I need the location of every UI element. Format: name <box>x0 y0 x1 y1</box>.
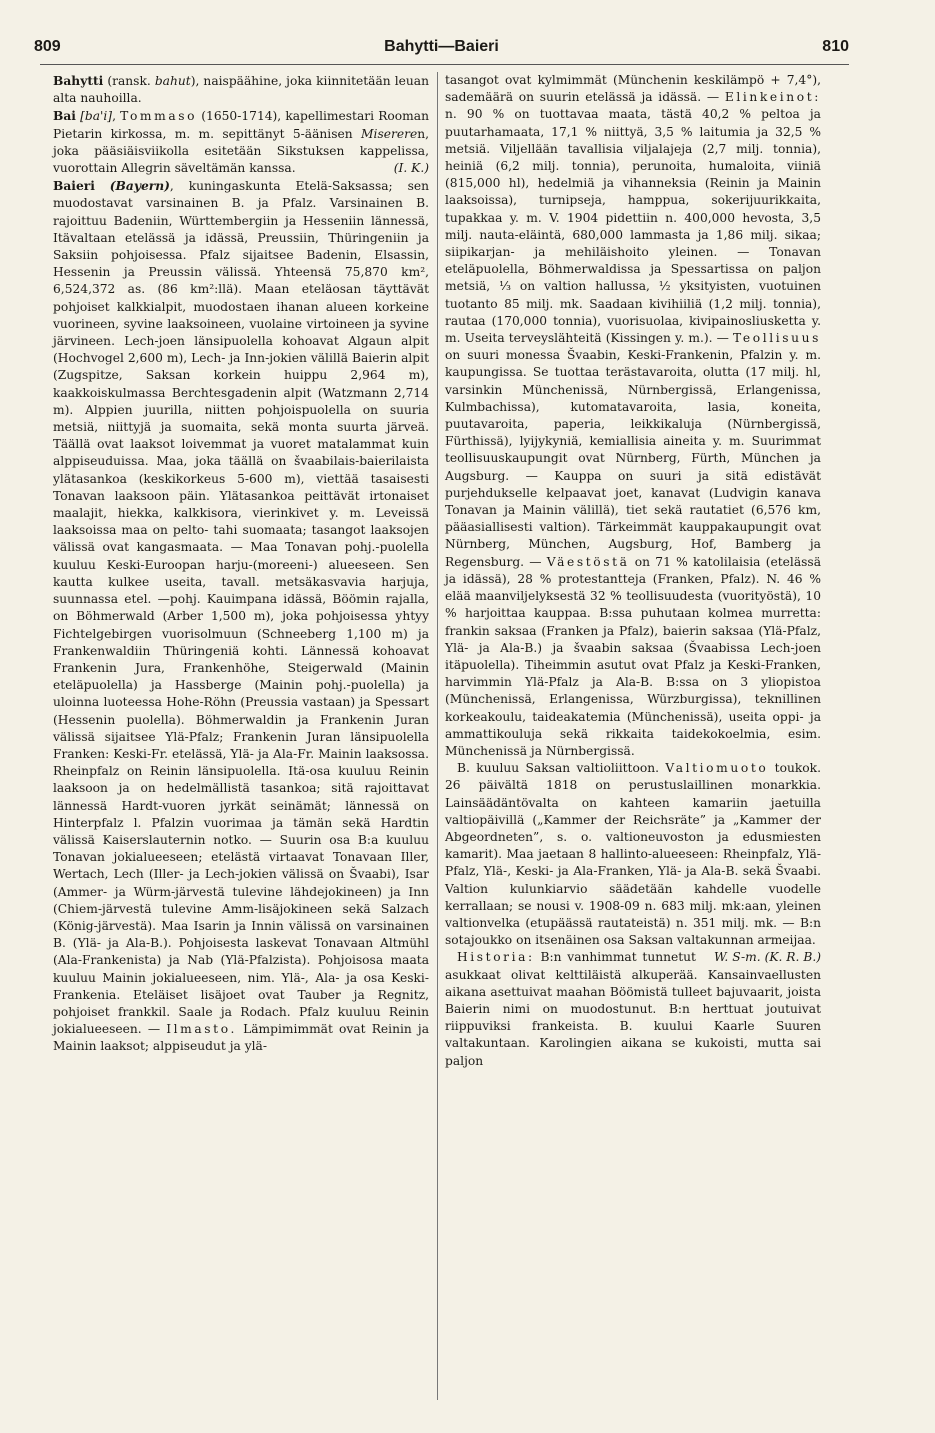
section-heading-constitution: Valtiomuoto <box>665 761 769 776</box>
entry-text: n, joka pääsiäisviikolla esitetään Sikstuksen kappelissa, vuorottain Allegrin säveltämän kanssa. <box>53 126 429 176</box>
section-heading-climate: Ilmasto. <box>166 1022 237 1037</box>
author-signature: (I. K.) <box>393 161 429 176</box>
entry-text: Lämpimimmät ovat Reinin ja Mainin laaksot; alppiseudut ja ylä- <box>53 1022 430 1054</box>
section-heading-livelihoods: Elinkeinot: <box>724 90 821 105</box>
entry-text: , kuningaskunta Etelä-Saksassa; sen muodostavat varsinainen B. ja Pfalz. Varsinainen B. rajoittuu Badeniin, Württembergiin ja Hesseniin lännessä, Itävaltaan etelässä ja idässä, Preussiin, Thüringeniin ja Saksiin pohjoisessa. Pfalz sijaitsee Badenin, Elsassin, Hessenin ja Preussin välissä. Yhteensä 75,870 km², 6,524,372 as. (86 km²:llä). Maan eteläosan täyttävät pohjoiset kalkkialpit, muodostaen ihanan alueen korkeine vuorineen, syvine laaksoineen, vuolaine virtoineen ja syvine järvineen. Lech-joen länsipuolella kohoavat Algaun alpit (Hochvogel 2,600 m), Lech- ja Inn-jokien välillä Baierin alpit (Zugspitze, Saksan korkein huippu 2,964 m), kaakkoiskulmassa Berchtesgadenin alpit (Watzmann 2,714 m). Alppien juurilla, niitten pohjoispuolella on suuria metsiä, niittyjä ja suomaita, sekä monta suurta järveä. Täällä ovat laaksot loivemmat ja vuoret matalammat kuin alppiseuduissa. Maa, joka täällä on švaabilais-baierilaista ylätasankoa (keskikorkeus 5-600 m), viettää tasaisesti Tonavan laaksoon päin. Ylätasankoa peittävät irtonaiset maalajit, hiekka, kalkkisora, vierinkivet y. m. Leveissä laaksoissa maa on pelto- tahi suomaata; tasangot laaksojen välissä ovat kangasmaata. — Maa Tonavan pohj.-puolella kuuluu Keski-Euroopan harju-(moreeni-) alueeseen. Sen kautta kulkee useita, tavall. metsäkasvavia harjuja, suunnassa etel. —pohj. Kauimpana idässä, Böömin rajalla, on Böhmerwald (Arber 1,500 m), joka pohjoisessa yhtyy Fichtelgebirgen vuorisolmuun (Schneeberg 1,100 m) ja Frankenwaldiin Thüringeniä kohti. Lännessä kohoavat Frankenin Jura, Frankenhöhe, Steigerwald (Mainin eteläpuolella) ja Hassberge (Mainin pohj.-puolella) ja uloinna luoteessa Hohe-Röhn (Preussia vastaan) ja Spessart (Hessenin puolella). Böhmerwaldin ja Frankenin Juran välissä sijaitsee Ylä-Pfalz; Frankenin Juran länsipuolella Franken: Keski-Fr. etelässä, Ylä- ja Ala-Fr. Mainin laaksossa. Rheinpfalz on Reinin länsipuolella. Itä-osa kuuluu Reinin laaksoon ja on hedelmällistä tasankoa; sitä rajoittavat lännessä Hardt-vuoren jyrkät seinämät; lännessä on Hinterpfalz l. Pfalzin vuorimaa ja tämän sekä Hardtin välissä Kaiserslauternin notko. — Suurin osa B:a kuuluu Tonavan jokialueeseen; etelästä virtaavat Tonavaan Iller, Wertach, Lech (Iller- ja Lech-jokien välissä on Švaabi), Isar (Ammer- ja Würm-järvestä tulevine lähdejokineen) ja Inn (Chiem-järvestä tulevine Amm-lisäjokineen sekä Salzach (König-järvestä). Maa Isarin ja Innin välissä on varsinainen B. (Ylä- ja Ala-B.). Pohjoisesta laskevat Tonavaan Altmühl (Ala-Frankenista) ja Nab (Ylä-Pfalzista). Pohjoisosa maata kuuluu Mainin jokialueeseen, nim. Ylä-, Ala- ja osa Keski-Frankenia. Eteläiset lisäjoet ovat Tauber ja Regnitz, pohjoiset frankkil. Saale ja Rodach. Pfalz kuuluu Reinin jokialueeseen. — <box>53 179 429 1037</box>
section-heading-industry: Teollisuus <box>733 331 821 346</box>
entry-italic: Miserere <box>360 126 418 141</box>
entry-text: tasangot ovat kylmimmät (Münchenin keskilämpö + 7,4°), sademäärä on suurin etelässä ja idässä. — <box>445 73 821 105</box>
entry-italic: bahut <box>154 74 191 88</box>
section-heading-history: Historia: <box>457 950 535 965</box>
right-column <box>445 72 821 1070</box>
author-signature: W. S-m. (K. R. B.) <box>713 950 821 965</box>
entry-text: on suuri monessa Švaabin, Keski-Frankenin, Pfalzin y. m. kaupungissa. Se tuottaa terästavaroita, olutta (17 milj. hl, varsinkin Münchenissä, Nürnbergissä, Erlangenissa, Kulmbachissa), kutomatavaroita, lasia, koneita, puutavaroita, paperia, leikkikaluja (Nürnbergissä, Fürthissä), lyijykyniä, kemiallisia aineita y. m. Suurimmat teollisuuskaupungit ovat Nürnberg, Fürth, München ja Augsburg. — Kauppa on suuri ja sitä edistävät purjehdukselle kelpaavat joet, kanavat (Ludvigin kanava Tonavan ja Mainin välillä), tiet sekä rautatiet (6,576 km, pääasiallisesti valtion). Tärkeimmät kauppakaupungit ovat Nürnberg, München, Augsburg, Hof, Bamberg ja Regensburg. — <box>445 348 821 569</box>
entry-text: ), naispäähine, joka kiinnitetään leuan alta nauhoilla. <box>53 74 429 106</box>
baieri-continued <box>445 72 821 760</box>
section-heading-population: Väestöstä <box>546 554 630 569</box>
entry-text: (ransk. <box>103 74 155 88</box>
left-column <box>53 72 429 1056</box>
running-title: Bahytti—Baieri <box>384 38 499 55</box>
page-header <box>34 38 849 60</box>
entry-term: Bahytti <box>53 73 104 88</box>
entry-text: , <box>112 109 121 124</box>
entry-bahytti <box>53 72 429 107</box>
entry-text: B. kuuluu Saksan valtioliittoon. <box>457 761 666 776</box>
entry-bai <box>53 107 429 177</box>
entry-text: toukok. 26 päivältä 1818 on perustuslaillinen monarkkia. Lainsäädäntövalta on kahteen kamariin jaetuilla valtiopäivillä („Kammer der Reichsräte” ja „Kammer der Abgeordneten”, s. o. valtioneuvoston ja edusmiesten kamarit). Maa jaetaan 8 hallinto-alueeseen: Rheinpfalz, Ylä-Pfalz, Ylä-, Keski- ja Ala-Franken, Ylä- ja Ala-B. sekä Švaabi. Valtion kulunkiarvio säädetään kahdelle vuodelle kerrallaan; se nousi v. 1908-09 n. 683 milj. mk:aan, yleinen valtionvelka (etupäässä rautateistä) n. 351 milj. mk. — B:n sotajoukko on itsenäinen osa Saksan valtakunnan armeijaa. <box>445 761 821 948</box>
column-divider <box>437 72 438 1400</box>
entry-baieri <box>53 177 429 1055</box>
entry-text: n. 90 % on tuottavaa maata, tästä 40,2 % peltoa ja puutarhamaata, 17,1 % niittyä, 3,5 % laitumia ja 32,5 % metsiä. Viljellään tavallisia viljalajeja (2,7 milj. tonnia), heiniä (6,2 milj. tonnia), perunoita, humaloita, viiniä (815,000 hl), hedelmiä ja vihanneksia (Reinin ja Mainin laaksoissa), turnipseja, hamppua, sokerijuurikkaita, tupakkaa y. m. V. 1904 pidettiin n. 400,000 hevosta, 3,5 milj. nauta-eläintä, 680,000 lammasta ja 1,86 milj. sikaa; siipikarjan- ja mehiläishoito yleinen. — Tonavan eteläpuolella, Böhmerwaldissa ja Spessartissa on paljon metsiä, ⅓ on valtion hallussa, ½ yksityisten, vuotuinen tuotanto 85 milj. mk. Saadaan kivihiiliä (1,2 milj. tonnia), rautaa (170,000 tonnia), vuorisuolaa, kivipainosliusketta y. m. Useita terveyslähteitä (Kissingen y. m.). — <box>445 107 821 346</box>
entry-text: (1650-1714), kapellimestari Rooman Pietarin kirkossa, m. m. sepittänyt 5-äänisen <box>53 109 429 141</box>
entry-text: B:n vanhimmat tunnetut asukkaat olivat kelttiläistä alkuperää. Kansainvaellusten aikana asettuivat maahan Böömistä tulleet bajuvaarit, joista Baierin nimi on muodostunut. B:n herttuat joutuivat riippuviksi frankeista. B. kuului Kaarle Suuren valtakuntaan. Karolingien aikana se kukoisti, mutta sai paljon <box>445 950 821 1068</box>
entry-spaced-name: Tommaso <box>120 109 198 124</box>
entry-alt-name: (Bayern) <box>109 178 170 194</box>
entry-term: Bai <box>53 108 76 124</box>
page-number-left: 809 <box>34 38 61 55</box>
header-rule <box>40 64 849 65</box>
baieri-history <box>445 949 821 1069</box>
entry-pronunciation: [ba'i] <box>80 109 113 124</box>
entry-term: Baieri <box>53 178 95 194</box>
page-number-right: 810 <box>822 38 849 55</box>
entry-text: on 71 % katolilaisia (etelässä ja idässä), 28 % protestantteja (Franken, Pfalz). N. 46 % elää maanviljelyksestä 32 % teollisuudesta (vuorityöstä), 10 % harjoittaa kauppaa. B:ssa puhutaan kolmea murretta: frankin saksaa (Franken ja Pfalz), baierin saksaa (Ylä-Pfalz, Ylä- ja Ala-B.) ja švaabin saksaa (Švaabissa Lech-joen itäpuolella). Tiheimmin asutut ovat Pfalz ja Keski-Franken, harvimmin Ylä-Pfalz ja Ala-B. B:ssa on 3 yliopistoa (Münchenissä, Erlangenissa, Würzburgissa), teknillinen korkeakoulu, taideakatemia (Münchenissä), useita oppi- ja ammattikouluja sekä rikkaita taidekokoelmia, esim. Münchenissä ja Nürnbergissä. <box>445 554 821 758</box>
